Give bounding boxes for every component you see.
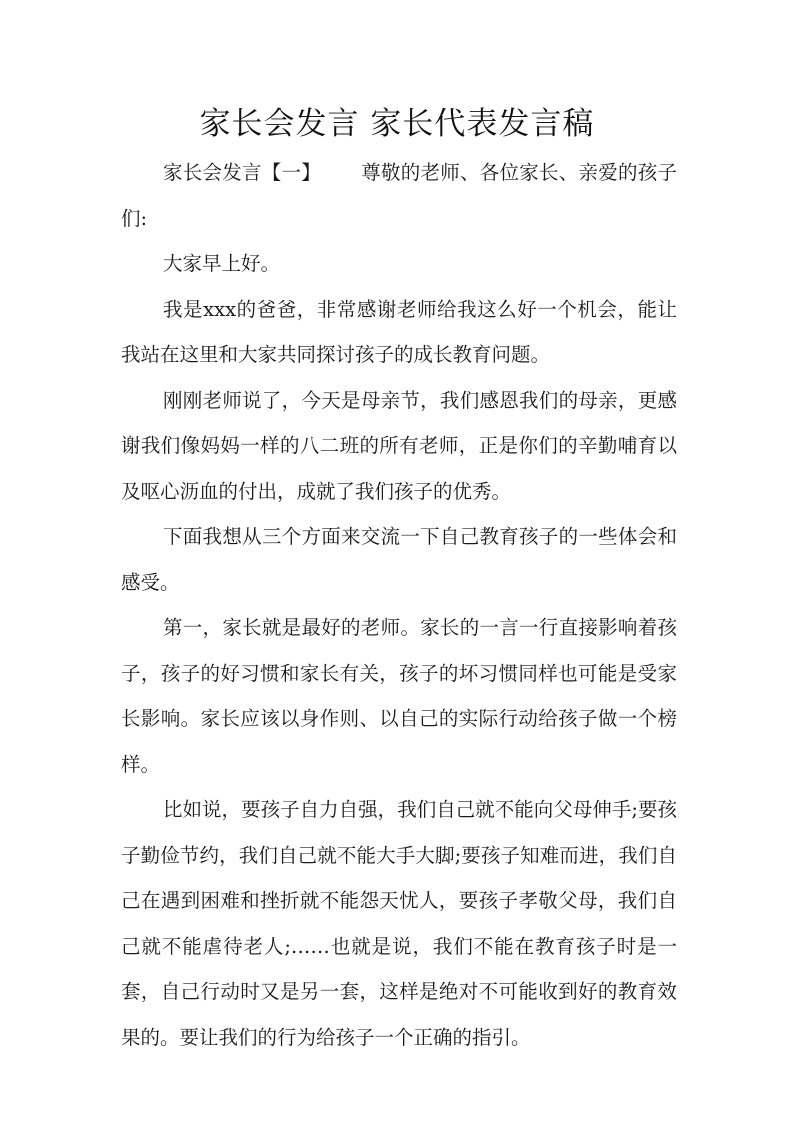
intro-text: 尊敬的老师、各位家长、亲爱的孩子们:: [121, 161, 677, 230]
paragraph-greeting: 大家早上好。: [163, 252, 281, 275]
document-title: 家长会发言 家长代表发言稿: [199, 106, 595, 142]
paragraph-introduction: 我是xxx的爸爸，非常感谢老师给我这么好一个机会，能让我站在这里和大家共同探讨孩子的成长教育问题。: [121, 297, 677, 366]
paragraph-mothers-day: 刚刚老师说了，今天是母亲节，我们感恩我们的母亲，更感谢我们像妈妈一样的八二班的所有老师，正是你们的辛勤哺育以及呕心沥血的付出，成就了我们孩子的优秀。: [121, 388, 677, 503]
document-body: [121, 150, 677, 1060]
paragraph-examples: 比如说，要孩子自力自强，我们自己就不能向父母伸手;要孩子勤俭节约，我们自己就不能大手大脚;要孩子知难而进，我们自己在遇到困难和挫折就不能怨天忧人，要孩子孝敬父母，我们自己就不能虐待老人;……也就是说，我们不能在教育孩子时是一套，自己行动时又是另一套，这样是绝对不可能收到好的教育效果的。要让我们的行为给孩子一个正确的指引。: [121, 798, 677, 1049]
paragraph-first-point: 第一，家长就是最好的老师。家长的一言一行直接影响着孩子，孩子的好习惯和家长有关，孩子的坏习惯同样也可能是受家长影响。家长应该以身作则、以自己的实际行动给孩子做一个榜样。: [121, 616, 677, 776]
intro-paragraph: [121, 150, 677, 241]
paragraph-three-aspects: 下面我想从三个方面来交流一下自己教育孩子的一些体会和感受。: [121, 525, 677, 594]
intro-heading: 家长会发言【一】: [163, 161, 321, 184]
